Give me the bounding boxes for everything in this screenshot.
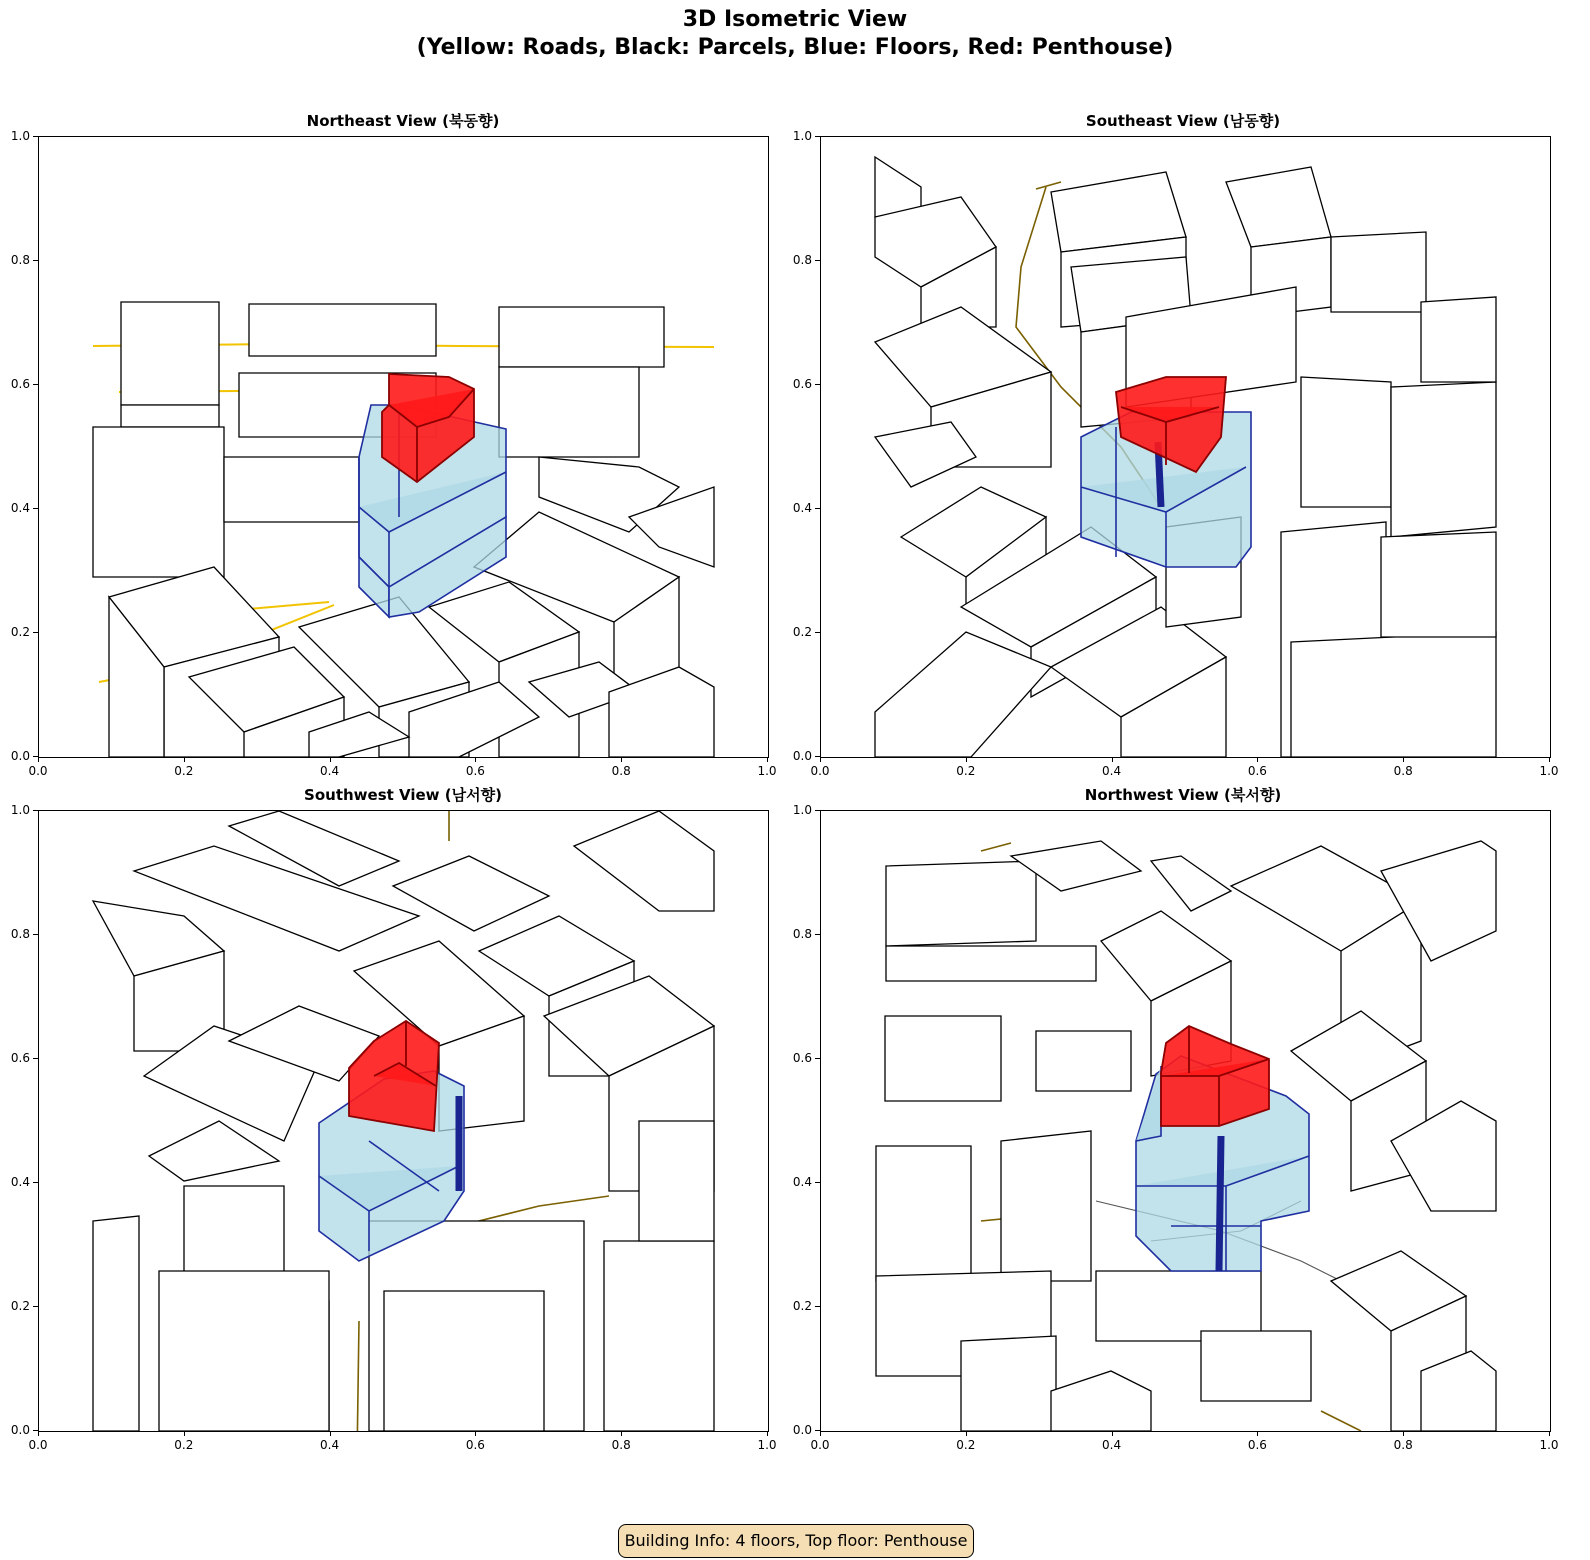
figure-title: 3D Isometric View	[682, 7, 908, 32]
x-tick-mark	[820, 1431, 821, 1436]
southwest-scene	[39, 811, 768, 1431]
y-tick-label: 0.4	[10, 1175, 30, 1189]
y-tick-mark	[33, 1058, 38, 1059]
x-tick-label: 0.8	[1393, 1438, 1413, 1452]
panel-northeast-plot	[38, 136, 769, 758]
y-tick-mark	[815, 810, 820, 811]
x-tick-label: 0.4	[1102, 764, 1122, 778]
x-tick-mark	[38, 757, 39, 762]
x-tick-mark	[1549, 757, 1550, 762]
x-tick-mark	[767, 1431, 768, 1436]
y-tick-label: 0.2	[10, 1299, 30, 1313]
y-tick-mark	[33, 632, 38, 633]
x-tick-label: 0.6	[1247, 764, 1267, 778]
x-tick-label: 0.0	[28, 764, 48, 778]
southeast-scene	[821, 137, 1550, 757]
x-tick-mark	[1257, 1431, 1258, 1436]
northeast-scene	[39, 137, 768, 757]
y-tick-mark	[33, 1182, 38, 1183]
x-tick-mark	[475, 757, 476, 762]
x-tick-label: 0.2	[956, 764, 976, 778]
x-tick-mark	[1112, 757, 1113, 762]
y-tick-mark	[815, 1430, 820, 1431]
x-tick-mark	[1112, 1431, 1113, 1436]
y-tick-label: 0.8	[10, 927, 30, 941]
x-tick-label: 0.8	[611, 764, 631, 778]
x-tick-mark	[966, 757, 967, 762]
y-tick-label: 1.0	[10, 803, 30, 817]
y-tick-mark	[815, 934, 820, 935]
y-tick-label: 0.8	[10, 253, 30, 267]
panel-title-southeast: Southeast View (남동향)	[1085, 112, 1281, 130]
y-tick-label: 0.0	[792, 749, 812, 763]
x-tick-label: 1.0	[1539, 764, 1559, 778]
y-tick-label: 0.6	[792, 377, 812, 391]
y-tick-mark	[33, 260, 38, 261]
panel-southwest-plot	[38, 810, 769, 1432]
x-tick-mark	[1549, 1431, 1550, 1436]
y-tick-label: 0.8	[792, 253, 812, 267]
x-tick-mark	[1257, 757, 1258, 762]
x-tick-label: 0.6	[465, 764, 485, 778]
panel-title-northeast: Northeast View (북동향)	[306, 112, 500, 130]
y-tick-label: 0.0	[10, 749, 30, 763]
y-tick-mark	[33, 1430, 38, 1431]
y-tick-label: 1.0	[10, 129, 30, 143]
y-tick-mark	[33, 810, 38, 811]
x-tick-mark	[966, 1431, 967, 1436]
y-tick-label: 1.0	[792, 129, 812, 143]
x-tick-mark	[330, 1431, 331, 1436]
y-tick-mark	[33, 934, 38, 935]
y-tick-label: 0.0	[10, 1423, 30, 1437]
x-tick-label: 0.0	[28, 1438, 48, 1452]
y-tick-label: 0.6	[792, 1051, 812, 1065]
y-tick-label: 0.4	[792, 1175, 812, 1189]
x-tick-label: 0.4	[320, 1438, 340, 1452]
y-tick-mark	[33, 508, 38, 509]
y-tick-mark	[815, 1058, 820, 1059]
x-tick-label: 1.0	[757, 1438, 777, 1452]
y-tick-label: 0.6	[10, 377, 30, 391]
x-tick-mark	[767, 757, 768, 762]
panel-title-southwest: Southwest View (남서향)	[304, 786, 502, 804]
y-tick-mark	[33, 384, 38, 385]
y-tick-mark	[33, 756, 38, 757]
y-tick-label: 0.2	[792, 625, 812, 639]
x-tick-mark	[621, 757, 622, 762]
y-tick-mark	[815, 1182, 820, 1183]
y-tick-mark	[33, 136, 38, 137]
y-tick-mark	[815, 508, 820, 509]
y-tick-label: 1.0	[792, 803, 812, 817]
northwest-scene	[821, 811, 1550, 1431]
y-tick-mark	[815, 1306, 820, 1307]
y-tick-mark	[815, 632, 820, 633]
panel-northwest-plot	[820, 810, 1551, 1432]
x-tick-label: 0.2	[956, 1438, 976, 1452]
y-tick-mark	[33, 1306, 38, 1307]
y-tick-label: 0.4	[10, 501, 30, 515]
x-tick-label: 0.4	[320, 764, 340, 778]
x-tick-label: 0.2	[174, 1438, 194, 1452]
x-tick-label: 0.0	[810, 1438, 830, 1452]
building-info-box: Building Info: 4 floors, Top floor: Penthouse	[618, 1524, 974, 1558]
x-tick-mark	[38, 1431, 39, 1436]
y-tick-label: 0.4	[792, 501, 812, 515]
x-tick-label: 0.2	[174, 764, 194, 778]
x-tick-label: 0.6	[465, 1438, 485, 1452]
x-tick-mark	[621, 1431, 622, 1436]
y-tick-label: 0.2	[10, 625, 30, 639]
x-tick-label: 1.0	[757, 764, 777, 778]
panel-southeast-plot	[820, 136, 1551, 758]
x-tick-label: 1.0	[1539, 1438, 1559, 1452]
y-tick-mark	[815, 136, 820, 137]
x-tick-mark	[184, 1431, 185, 1436]
y-tick-label: 0.6	[10, 1051, 30, 1065]
x-tick-label: 0.4	[1102, 1438, 1122, 1452]
x-tick-label: 0.8	[611, 1438, 631, 1452]
y-tick-label: 0.2	[792, 1299, 812, 1313]
x-tick-label: 0.8	[1393, 764, 1413, 778]
x-tick-mark	[1403, 757, 1404, 762]
x-tick-mark	[1403, 1431, 1404, 1436]
x-tick-label: 0.6	[1247, 1438, 1267, 1452]
y-tick-mark	[815, 384, 820, 385]
figure-subtitle: (Yellow: Roads, Black: Parcels, Blue: Floors, Red: Penthouse)	[416, 35, 1174, 60]
x-tick-mark	[820, 757, 821, 762]
x-tick-mark	[184, 757, 185, 762]
panel-title-northwest: Northwest View (북서향)	[1084, 786, 1282, 804]
y-tick-label: 0.0	[792, 1423, 812, 1437]
y-tick-mark	[815, 756, 820, 757]
y-tick-label: 0.8	[792, 927, 812, 941]
x-tick-label: 0.0	[810, 764, 830, 778]
x-tick-mark	[330, 757, 331, 762]
y-tick-mark	[815, 260, 820, 261]
x-tick-mark	[475, 1431, 476, 1436]
